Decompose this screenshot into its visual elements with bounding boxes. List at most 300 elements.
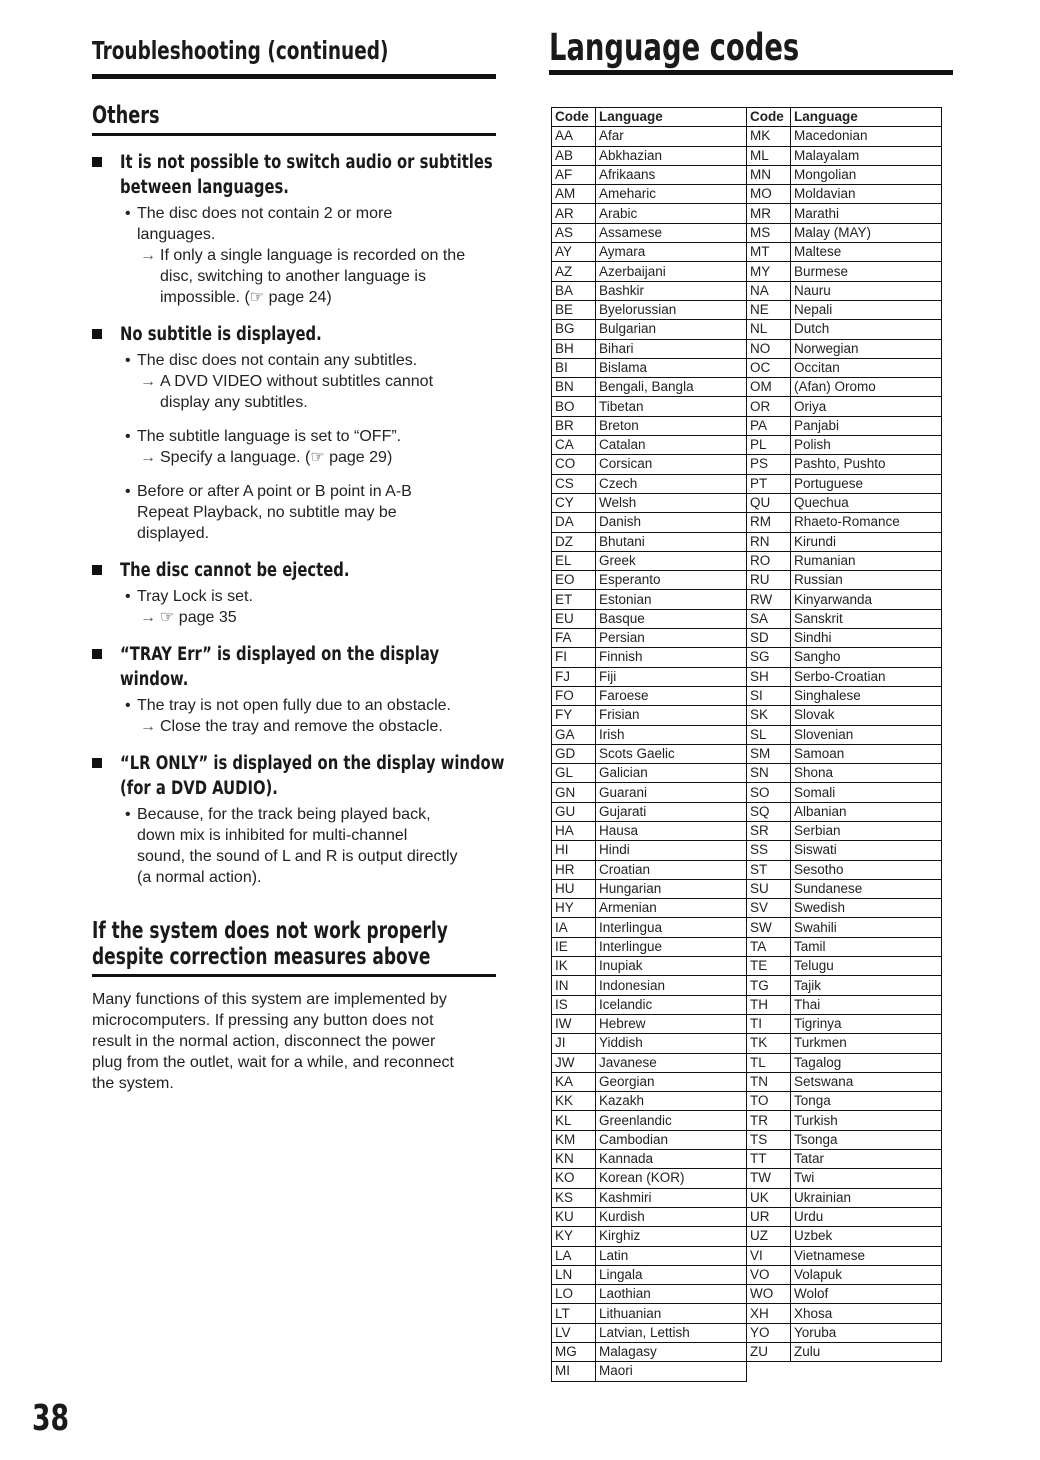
language-cell: Danish (596, 513, 747, 532)
table-row (552, 397, 942, 416)
table-row (552, 1227, 942, 1246)
code-cell: BN (552, 378, 596, 397)
code-cell: TG (747, 976, 791, 995)
language-cell: Serbo-Croatian (791, 667, 942, 686)
table-row (552, 1034, 942, 1053)
language-cell: Kinyarwanda (791, 590, 942, 609)
language-cell: Nepali (791, 300, 942, 319)
text-line: microcomputers. If pressing any button does not (92, 1012, 434, 1029)
code-cell: BE (552, 300, 596, 319)
cause-text (92, 804, 496, 888)
text-line: The disc does not contain any subtitles. (137, 352, 418, 369)
code-cell: SG (747, 648, 791, 667)
language-cell: Irish (596, 725, 747, 744)
language-cell: Kannada (596, 1150, 747, 1169)
code-cell: PA (747, 416, 791, 435)
table-row (552, 146, 942, 165)
remedy-text (92, 447, 496, 468)
language-cell: Kurdish (596, 1207, 747, 1226)
language-cell: Tibetan (596, 397, 747, 416)
language-cell: Ukrainian (791, 1188, 942, 1207)
language-cell: Shona (791, 764, 942, 783)
issue-switch-languages (92, 150, 496, 308)
cause-text (92, 350, 496, 371)
language-cell: Vietnamese (791, 1246, 942, 1265)
code-cell: BO (552, 397, 596, 416)
table-row (552, 1188, 942, 1207)
code-cell: OR (747, 397, 791, 416)
code-cell: KN (552, 1150, 596, 1169)
header-rule (549, 70, 953, 75)
square-bullet-icon (92, 329, 102, 339)
language-cell: Bihari (596, 339, 747, 358)
code-cell: SL (747, 725, 791, 744)
language-cell: Javanese (596, 1053, 747, 1072)
code-cell: ET (552, 590, 596, 609)
language-cell: Sindhi (791, 629, 942, 648)
language-cell: Yiddish (596, 1034, 747, 1053)
language-cell: Bengali, Bangla (596, 378, 747, 397)
issue-title-line: between languages. (120, 177, 289, 198)
code-cell: MK (747, 127, 791, 146)
code-cell: KU (552, 1207, 596, 1226)
code-cell: KY (552, 1227, 596, 1246)
remedy-text (92, 371, 496, 413)
language-cell: Mongolian (791, 165, 942, 184)
text-line: Because, for the track being played back, (137, 806, 431, 823)
square-bullet-icon (92, 565, 102, 575)
code-cell: KS (552, 1188, 596, 1207)
table-row (552, 609, 942, 628)
code-cell: AF (552, 165, 596, 184)
code-cell: RO (747, 551, 791, 570)
language-cell: Hebrew (596, 1014, 747, 1033)
table-row (552, 493, 942, 512)
bullet-dot-icon: • (125, 352, 131, 369)
code-cell: SS (747, 841, 791, 860)
code-cell: SN (747, 764, 791, 783)
issue-title (92, 558, 496, 583)
table-row (552, 802, 942, 821)
text-line: ☞ page 35 (160, 609, 237, 626)
code-cell: BA (552, 281, 596, 300)
table-row (552, 1207, 942, 1226)
language-cell: Panjabi (791, 416, 942, 435)
language-cell: Tsonga (791, 1130, 942, 1149)
language-cell: Catalan (596, 436, 747, 455)
language-cell: Guarani (596, 783, 747, 802)
language-codes-title-text: Language codes (549, 26, 800, 69)
language-cell: Croatian (596, 860, 747, 879)
square-bullet-icon (92, 157, 102, 167)
language-cell: Sanskrit (791, 609, 942, 628)
code-cell: BI (552, 358, 596, 377)
table-row (552, 1265, 942, 1284)
language-cell: Tagalog (791, 1053, 942, 1072)
code-cell: MN (747, 165, 791, 184)
code-cell: TE (747, 957, 791, 976)
text-line: disc, switching to another language is (160, 268, 426, 285)
table-row (552, 1169, 942, 1188)
table-row (552, 436, 942, 455)
text-line: Tray Lock is set. (137, 588, 253, 605)
arrow-right-icon: → (140, 718, 156, 735)
table-body (552, 127, 942, 1381)
code-cell: FA (552, 629, 596, 648)
code-cell: AR (552, 204, 596, 223)
code-cell: LV (552, 1323, 596, 1342)
language-cell: Cambodian (596, 1130, 747, 1149)
language-cell: Ameharic (596, 185, 747, 204)
code-cell: BH (552, 339, 596, 358)
code-cell: MS (747, 223, 791, 242)
language-cell: Rumanian (791, 551, 942, 570)
language-cell: Kirghiz (596, 1227, 747, 1246)
language-cell: Lingala (596, 1265, 747, 1284)
language-cell: Macedonian (791, 127, 942, 146)
language-codes-column (549, 26, 953, 1379)
code-cell: MT (747, 243, 791, 262)
code-cell: TI (747, 1014, 791, 1033)
code-cell: FI (552, 648, 596, 667)
issue-title-line: No subtitle is displayed. (120, 324, 322, 345)
language-cell: Korean (KOR) (596, 1169, 747, 1188)
page-number (32, 1398, 82, 1439)
language-cell: Volapuk (791, 1265, 942, 1284)
table-row (552, 1111, 942, 1130)
language-cell: Lithuanian (596, 1304, 747, 1323)
system-title (92, 918, 496, 970)
text-line: The subtitle language is set to “OFF”. (137, 428, 402, 445)
code-cell: TT (747, 1150, 791, 1169)
language-cell: Yoruba (791, 1323, 942, 1342)
language-cell: Inupiak (596, 957, 747, 976)
text-line: impossible. (☞ page 24) (160, 289, 332, 306)
code-cell: TS (747, 1130, 791, 1149)
language-cell: Singhalese (791, 686, 942, 705)
header-rule (92, 74, 496, 79)
table-row (552, 629, 942, 648)
table-row (552, 764, 942, 783)
language-cell: Albanian (791, 802, 942, 821)
code-cell: CS (552, 474, 596, 493)
others-rule (92, 133, 496, 136)
language-cell: Slovenian (791, 725, 942, 744)
language-cell: Laothian (596, 1285, 747, 1304)
text-line: down mix is inhibited for multi-channel (137, 827, 408, 844)
text-line: The disc does not contain 2 or more (137, 205, 393, 222)
language-cell: Malagasy (596, 1343, 747, 1362)
table-row (552, 860, 942, 879)
language-cell: Hindi (596, 841, 747, 860)
table-row (552, 165, 942, 184)
code-cell: SR (747, 821, 791, 840)
code-cell: AZ (552, 262, 596, 281)
table-row (552, 1304, 942, 1323)
code-cell: WO (747, 1285, 791, 1304)
table-row (552, 899, 942, 918)
table-row (552, 571, 942, 590)
square-bullet-icon (92, 758, 102, 768)
language-cell: Arabic (596, 204, 747, 223)
text-line: (a normal action). (137, 869, 262, 886)
language-cell: Esperanto (596, 571, 747, 590)
cause-text (92, 481, 496, 544)
table-row (552, 127, 942, 146)
code-cell: AY (552, 243, 596, 262)
language-cell: Greek (596, 551, 747, 570)
language-cell: Latin (596, 1246, 747, 1265)
code-cell: UR (747, 1207, 791, 1226)
text-line: A DVD VIDEO without subtitles cannot (160, 373, 434, 390)
system-section (92, 918, 496, 1094)
language-cell: Azerbaijani (596, 262, 747, 281)
code-cell: TL (747, 1053, 791, 1072)
issue-title-line: “LR ONLY” is displayed on the display window (120, 753, 505, 774)
text-line: plug from the outlet, wait for a while, and reconnect (92, 1054, 454, 1071)
code-cell: PS (747, 455, 791, 474)
language-cell: Sundanese (791, 879, 942, 898)
table-row (552, 223, 942, 242)
code-cell: SH (747, 667, 791, 686)
code-cell: CA (552, 436, 596, 455)
code-cell: BR (552, 416, 596, 435)
table-row (552, 1285, 942, 1304)
language-cell: Bulgarian (596, 320, 747, 339)
code-cell: KA (552, 1072, 596, 1091)
code-cell: LN (552, 1265, 596, 1284)
code-cell: OM (747, 378, 791, 397)
language-cell: Czech (596, 474, 747, 493)
table-row (552, 706, 942, 725)
language-cell: Bhutani (596, 532, 747, 551)
table-row (552, 937, 942, 956)
language-cell: Turkish (791, 1111, 942, 1130)
language-cell: Persian (596, 629, 747, 648)
code-cell: UK (747, 1188, 791, 1207)
troubleshooting-column (92, 30, 505, 1094)
language-cell: Sangho (791, 648, 942, 667)
cause-text (92, 695, 496, 716)
code-cell: AM (552, 185, 596, 204)
language-cell: Bashkir (596, 281, 747, 300)
code-cell: FY (552, 706, 596, 725)
language-cell: Scots Gaelic (596, 744, 747, 763)
header-language: Language (791, 108, 942, 127)
text-line: result in the normal action, disconnect the power (92, 1033, 436, 1050)
code-cell: MG (552, 1343, 596, 1362)
system-title-line: despite correction measures above (92, 944, 431, 970)
issue-lr-only (92, 751, 505, 888)
code-cell: XH (747, 1304, 791, 1323)
language-cell: Setswana (791, 1072, 942, 1091)
code-cell: TW (747, 1169, 791, 1188)
text-line: display any subtitles. (160, 394, 308, 411)
code-cell: YO (747, 1323, 791, 1342)
language-cell: Sesotho (791, 860, 942, 879)
table-row (552, 455, 942, 474)
arrow-right-icon: → (140, 247, 156, 264)
language-cell: Moldavian (791, 185, 942, 204)
remedy-text (92, 607, 496, 628)
code-cell: LO (552, 1285, 596, 1304)
code-cell: HY (552, 899, 596, 918)
code-cell: GL (552, 764, 596, 783)
code-cell: AA (552, 127, 596, 146)
table-row (552, 1053, 942, 1072)
section-header (92, 30, 496, 74)
language-cell: Assamese (596, 223, 747, 242)
code-cell: TH (747, 995, 791, 1014)
code-cell: LA (552, 1246, 596, 1265)
others-title-text: Others (92, 101, 160, 129)
text-line: sound, the sound of L and R is output directly (137, 848, 458, 865)
section-header-text: Troubleshooting (continued) (92, 36, 389, 65)
code-cell: IA (552, 918, 596, 937)
code-cell: VO (747, 1265, 791, 1284)
table-row (552, 1130, 942, 1149)
code-cell: NE (747, 300, 791, 319)
language-cell: Rhaeto-Romance (791, 513, 942, 532)
table-row (552, 957, 942, 976)
table-row (552, 976, 942, 995)
others-title (92, 101, 496, 133)
code-cell: GA (552, 725, 596, 744)
language-cell: Welsh (596, 493, 747, 512)
language-cell: Bislama (596, 358, 747, 377)
remedy-text (92, 245, 496, 308)
table-row (552, 339, 942, 358)
code-cell: KL (552, 1111, 596, 1130)
language-cell: Russian (791, 571, 942, 590)
code-cell: NA (747, 281, 791, 300)
page-number-text: 38 (32, 1398, 70, 1439)
table-row (552, 1092, 942, 1111)
table-row (552, 821, 942, 840)
code-cell: GU (552, 802, 596, 821)
code-cell: FJ (552, 667, 596, 686)
code-cell: IW (552, 1014, 596, 1033)
code-cell: IE (552, 937, 596, 956)
code-cell: HA (552, 821, 596, 840)
code-cell: TO (747, 1092, 791, 1111)
code-cell: HU (552, 879, 596, 898)
table-row (552, 551, 942, 570)
language-cell: Interlingue (596, 937, 747, 956)
code-cell: GD (552, 744, 596, 763)
table-row (552, 1362, 942, 1381)
table-row (552, 513, 942, 532)
language-cell: Indonesian (596, 976, 747, 995)
code-cell: CY (552, 493, 596, 512)
language-cell: Malayalam (791, 146, 942, 165)
cause-text (92, 586, 496, 607)
language-cell: Uzbek (791, 1227, 942, 1246)
issue-tray-err (92, 642, 496, 737)
language-cell: Wolof (791, 1285, 942, 1304)
language-cell: Basque (596, 609, 747, 628)
code-cell: TR (747, 1111, 791, 1130)
language-cell: Telugu (791, 957, 942, 976)
text-line: Close the tray and remove the obstacle. (160, 718, 443, 735)
code-cell: MR (747, 204, 791, 223)
language-cell: Marathi (791, 204, 942, 223)
bullet-dot-icon: • (125, 205, 131, 222)
cause-text (92, 203, 496, 245)
text-line: Before or after A point or B point in A-B (137, 483, 412, 500)
code-cell: EL (552, 551, 596, 570)
code-cell: KM (552, 1130, 596, 1149)
table-row (552, 841, 942, 860)
system-text (92, 989, 496, 1094)
code-cell: RW (747, 590, 791, 609)
table-row (552, 744, 942, 763)
table-row (552, 995, 942, 1014)
language-cell: Icelandic (596, 995, 747, 1014)
language-cell: Armenian (596, 899, 747, 918)
language-cell: Polish (791, 436, 942, 455)
language-cell: Thai (791, 995, 942, 1014)
code-cell: QU (747, 493, 791, 512)
table-row (552, 783, 942, 802)
code-cell: MI (552, 1362, 596, 1381)
language-code-table (551, 107, 942, 1382)
bullet-dot-icon: • (125, 588, 131, 605)
code-cell: AS (552, 223, 596, 242)
code-cell: LT (552, 1304, 596, 1323)
language-cell: Corsican (596, 455, 747, 474)
table-row (552, 532, 942, 551)
language-cell: Frisian (596, 706, 747, 725)
language-cell: Somali (791, 783, 942, 802)
language-cell: Nauru (791, 281, 942, 300)
language-cell: Xhosa (791, 1304, 942, 1323)
issue-title (92, 642, 496, 692)
bullet-dot-icon: • (125, 483, 131, 500)
header-code: Code (552, 108, 596, 127)
code-cell: KO (552, 1169, 596, 1188)
language-cell: Samoan (791, 744, 942, 763)
text-line: The tray is not open fully due to an obstacle. (137, 697, 451, 714)
language-cell: Abkhazian (596, 146, 747, 165)
cause-text (92, 426, 496, 447)
table-row (552, 320, 942, 339)
arrow-right-icon: → (140, 609, 156, 626)
system-title-line: If the system does not work properly (92, 918, 448, 944)
language-cell: Zulu (791, 1343, 942, 1362)
language-cell: Kirundi (791, 532, 942, 551)
remedy-text (92, 716, 496, 737)
language-cell: Swedish (791, 899, 942, 918)
language-cell: Aymara (596, 243, 747, 262)
table-row (552, 725, 942, 744)
code-cell: SW (747, 918, 791, 937)
code-cell: MY (747, 262, 791, 281)
header-language: Language (596, 108, 747, 127)
code-cell: MO (747, 185, 791, 204)
code-cell: DZ (552, 532, 596, 551)
language-codes-title (549, 26, 953, 70)
issue-title-line: It is not possible to switch audio or subtitles (120, 152, 493, 173)
issue-title (92, 322, 496, 347)
language-cell: Tamil (791, 937, 942, 956)
code-cell: RU (747, 571, 791, 590)
table-row (552, 358, 942, 377)
code-cell: PL (747, 436, 791, 455)
table-row (552, 1150, 942, 1169)
code-cell: NL (747, 320, 791, 339)
language-cell: Tonga (791, 1092, 942, 1111)
